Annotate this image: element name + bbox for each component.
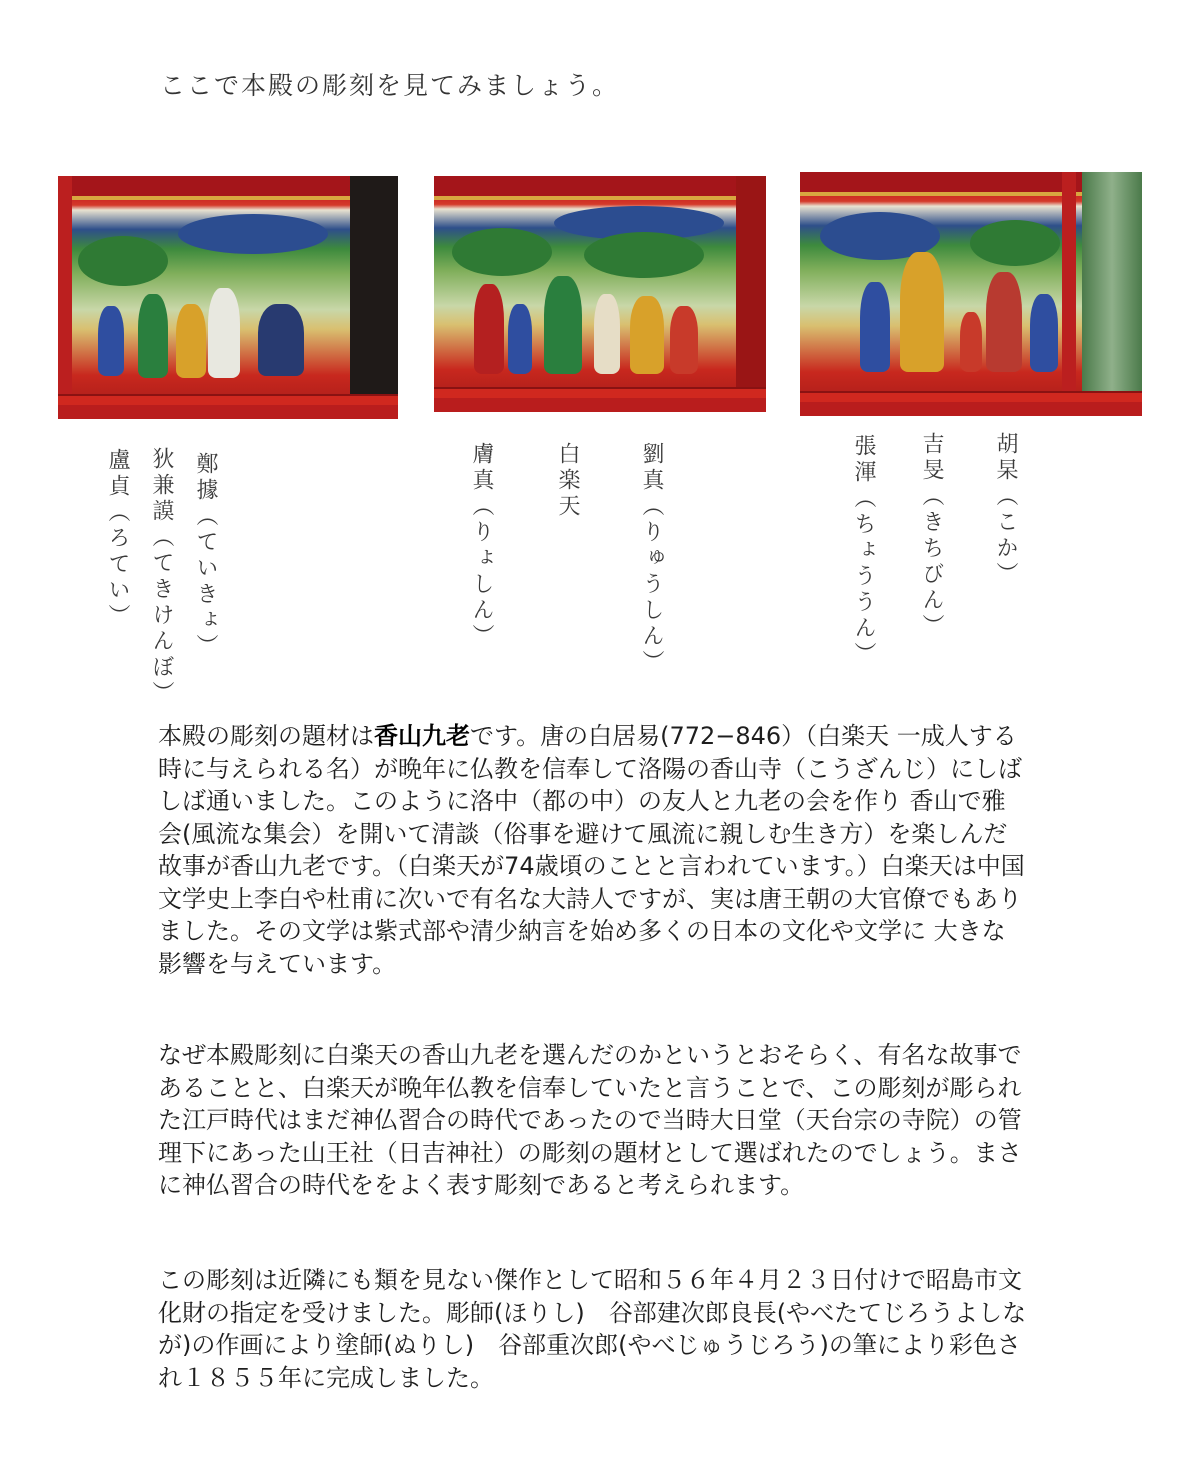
- carving-photo-center: [434, 176, 766, 412]
- bold-kouzan-kyuurou: 香山九老: [374, 722, 470, 750]
- label-kichi-bin: 吉旻（きちびん）: [919, 432, 944, 640]
- carving-photo-left: [58, 176, 398, 419]
- label-tei-kyo: 鄭據（ていきょ）: [193, 452, 218, 660]
- label-hakurakuten: 白楽天: [555, 442, 580, 520]
- label-teki-kenbo: 狄兼謨（てきけんぼ）: [149, 447, 174, 707]
- label-ryu-shin: 劉真（りゅうしん）: [639, 442, 664, 676]
- paragraph-history: この彫刻は近隣にも類を見ない傑作として昭和５６年４月２３日付けで昭島市文化財の指定を受けました。彫師(ほりし) 谷部建次郎良長(やべたてじろうよしなが)の作画により塗師(ぬりし) 谷部重次郎(やべじゅうじろう)の筆により彩色され１８５５年に完成しました。: [158, 1266, 1027, 1392]
- carving-photo-right: [800, 172, 1142, 416]
- label-ko-ka: 胡杲（こか）: [993, 432, 1018, 588]
- intro-text: ここで本殿の彫刻を見てみましょう。: [160, 71, 620, 100]
- label-ro-tei: 盧貞（ろてい）: [105, 448, 130, 630]
- label-cho-un: 張渾（ちょううん）: [851, 434, 876, 668]
- label-ryo-shin: 膚真（りょしん）: [469, 442, 494, 650]
- paragraph-kouzan-kyuurou: 本殿の彫刻の題材は香山九老です。唐の白居易(772−846）（白楽天 一成人する時に与えられる名）が晩年に仏教を信奉して洛陽の香山寺（こうざんじ）にしばしば通いました。このように洛中（都の中）の友人と九老の会を作り 香山で雅会(風流な集会）を開いて清談（俗事を避けて風流に親しむ生き方）を楽しんだ故事が香山九老です。（白楽天が74歳頃のことと言われています。）白楽天は中国文学史上李白や杜甫に次いで有名な大詩人ですが、実は唐王朝の大官僚でもありました。その文学は紫式部や清少納言を始め多くの日本の文化や文学に 大きな影響を与えています。: [158, 722, 1025, 978]
- paragraph-reason: なぜ本殿彫刻に白楽天の香山九老を選んだのかというとおそらく、有名な故事であることと、白楽天が晩年仏教を信奉していたと言うことで、この彫刻が彫られた江戸時代はまだ神仏習合の時代であったので当時大日堂（天台宗の寺院）の管理下にあった山王社（日吉神社）の彫刻の題材として選ばれたのでしょう。まさに神仏習合の時代ををよく表す彫刻であると考えられます。: [158, 1041, 1022, 1199]
